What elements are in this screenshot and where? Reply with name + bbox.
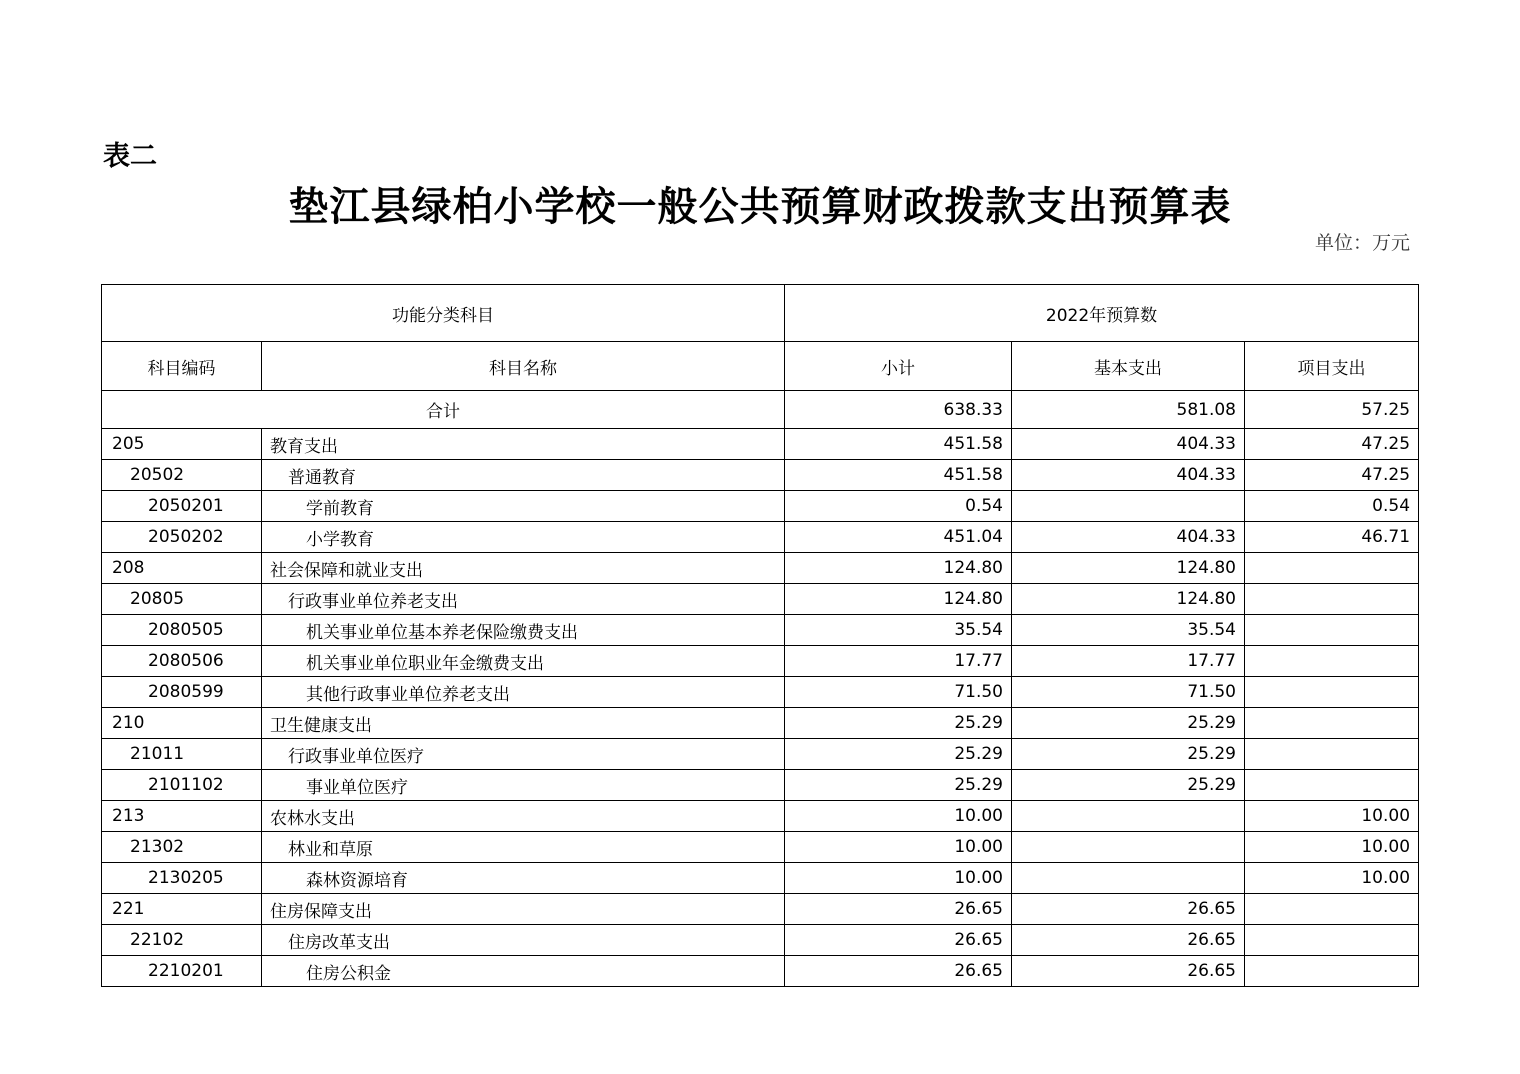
row-project: 10.00 <box>1245 863 1419 894</box>
table-row <box>102 553 1419 584</box>
row-name: 普通教育 <box>262 460 785 491</box>
row-name: 事业单位医疗 <box>262 770 785 801</box>
row-code: 2210201 <box>102 956 262 987</box>
row-name: 住房保障支出 <box>262 894 785 925</box>
row-project <box>1245 584 1419 615</box>
row-code: 2080506 <box>102 646 262 677</box>
row-subtotal: 10.00 <box>785 801 1012 832</box>
row-code: 22102 <box>102 925 262 956</box>
row-name: 林业和草原 <box>262 832 785 863</box>
total-project: 57.25 <box>1245 391 1419 429</box>
page-title: 垫江县绿柏小学校一般公共预算财政拨款支出预算表 <box>288 183 1232 230</box>
row-code: 2080599 <box>102 677 262 708</box>
row-basic <box>1012 801 1245 832</box>
row-subtotal: 26.65 <box>785 894 1012 925</box>
row-basic: 26.65 <box>1012 925 1245 956</box>
row-name: 机关事业单位职业年金缴费支出 <box>262 646 785 677</box>
row-name: 住房改革支出 <box>262 925 785 956</box>
row-name: 小学教育 <box>262 522 785 553</box>
table-row <box>102 863 1419 894</box>
budget-table <box>101 284 1419 987</box>
row-subtotal: 17.77 <box>785 646 1012 677</box>
row-basic: 35.54 <box>1012 615 1245 646</box>
total-row <box>102 391 1419 429</box>
row-code: 2130205 <box>102 863 262 894</box>
row-basic <box>1012 491 1245 522</box>
table-row <box>102 584 1419 615</box>
header-functional-classification: 功能分类科目 <box>102 285 785 342</box>
row-project <box>1245 553 1419 584</box>
table-row <box>102 739 1419 770</box>
row-name: 森林资源培育 <box>262 863 785 894</box>
row-name: 学前教育 <box>262 491 785 522</box>
row-code: 2101102 <box>102 770 262 801</box>
row-code: 21302 <box>102 832 262 863</box>
row-subtotal: 71.50 <box>785 677 1012 708</box>
row-basic: 404.33 <box>1012 460 1245 491</box>
table-row <box>102 770 1419 801</box>
row-basic: 404.33 <box>1012 429 1245 460</box>
row-project <box>1245 708 1419 739</box>
table-row <box>102 832 1419 863</box>
row-code: 2050201 <box>102 491 262 522</box>
table-row <box>102 522 1419 553</box>
row-name: 行政事业单位养老支出 <box>262 584 785 615</box>
row-basic: 17.77 <box>1012 646 1245 677</box>
row-name: 教育支出 <box>262 429 785 460</box>
row-subtotal: 26.65 <box>785 956 1012 987</box>
table-row <box>102 460 1419 491</box>
row-name: 卫生健康支出 <box>262 708 785 739</box>
row-subtotal: 10.00 <box>785 863 1012 894</box>
header-budget-year: 2022年预算数 <box>785 285 1419 342</box>
row-project <box>1245 770 1419 801</box>
table-row <box>102 491 1419 522</box>
row-project: 46.71 <box>1245 522 1419 553</box>
table-row <box>102 801 1419 832</box>
header-column-row <box>102 342 1419 391</box>
row-subtotal: 10.00 <box>785 832 1012 863</box>
row-basic: 25.29 <box>1012 739 1245 770</box>
row-project: 10.00 <box>1245 832 1419 863</box>
row-name: 其他行政事业单位养老支出 <box>262 677 785 708</box>
row-project <box>1245 894 1419 925</box>
row-code: 21011 <box>102 739 262 770</box>
row-code: 205 <box>102 429 262 460</box>
table-label: 表二 <box>103 141 157 172</box>
table-row <box>102 894 1419 925</box>
table-row <box>102 708 1419 739</box>
row-basic: 25.29 <box>1012 770 1245 801</box>
header-basic: 基本支出 <box>1012 342 1245 391</box>
row-project <box>1245 739 1419 770</box>
row-project <box>1245 925 1419 956</box>
row-basic: 124.80 <box>1012 553 1245 584</box>
header-name: 科目名称 <box>262 342 785 391</box>
row-subtotal: 451.04 <box>785 522 1012 553</box>
row-basic <box>1012 832 1245 863</box>
row-code: 208 <box>102 553 262 584</box>
header-code: 科目编码 <box>102 342 262 391</box>
row-code: 2080505 <box>102 615 262 646</box>
row-code: 2050202 <box>102 522 262 553</box>
table-row <box>102 956 1419 987</box>
header-group-row <box>102 285 1419 342</box>
row-project: 47.25 <box>1245 429 1419 460</box>
table-row <box>102 615 1419 646</box>
row-project: 0.54 <box>1245 491 1419 522</box>
row-basic: 26.65 <box>1012 894 1245 925</box>
row-code: 213 <box>102 801 262 832</box>
row-project <box>1245 615 1419 646</box>
row-subtotal: 451.58 <box>785 429 1012 460</box>
row-basic: 25.29 <box>1012 708 1245 739</box>
total-label: 合计 <box>102 391 785 429</box>
table-row <box>102 925 1419 956</box>
row-project <box>1245 646 1419 677</box>
row-code: 210 <box>102 708 262 739</box>
row-code: 20502 <box>102 460 262 491</box>
row-subtotal: 25.29 <box>785 708 1012 739</box>
row-basic: 404.33 <box>1012 522 1245 553</box>
row-basic <box>1012 863 1245 894</box>
header-subtotal: 小计 <box>785 342 1012 391</box>
row-subtotal: 451.58 <box>785 460 1012 491</box>
header-project: 项目支出 <box>1245 342 1419 391</box>
row-name: 社会保障和就业支出 <box>262 553 785 584</box>
row-code: 20805 <box>102 584 262 615</box>
unit-label: 单位：万元 <box>1314 232 1410 254</box>
row-name: 机关事业单位基本养老保险缴费支出 <box>262 615 785 646</box>
row-subtotal: 26.65 <box>785 925 1012 956</box>
row-name: 住房公积金 <box>262 956 785 987</box>
table-row <box>102 677 1419 708</box>
total-basic: 581.08 <box>1012 391 1245 429</box>
table-row <box>102 646 1419 677</box>
row-basic: 124.80 <box>1012 584 1245 615</box>
row-subtotal: 35.54 <box>785 615 1012 646</box>
row-subtotal: 0.54 <box>785 491 1012 522</box>
row-basic: 71.50 <box>1012 677 1245 708</box>
row-name: 农林水支出 <box>262 801 785 832</box>
row-name: 行政事业单位医疗 <box>262 739 785 770</box>
total-subtotal: 638.33 <box>785 391 1012 429</box>
table-row <box>102 429 1419 460</box>
row-code: 221 <box>102 894 262 925</box>
row-subtotal: 124.80 <box>785 553 1012 584</box>
row-basic: 26.65 <box>1012 956 1245 987</box>
row-project <box>1245 956 1419 987</box>
row-subtotal: 25.29 <box>785 739 1012 770</box>
row-subtotal: 25.29 <box>785 770 1012 801</box>
row-subtotal: 124.80 <box>785 584 1012 615</box>
row-project: 47.25 <box>1245 460 1419 491</box>
row-project: 10.00 <box>1245 801 1419 832</box>
row-project <box>1245 677 1419 708</box>
